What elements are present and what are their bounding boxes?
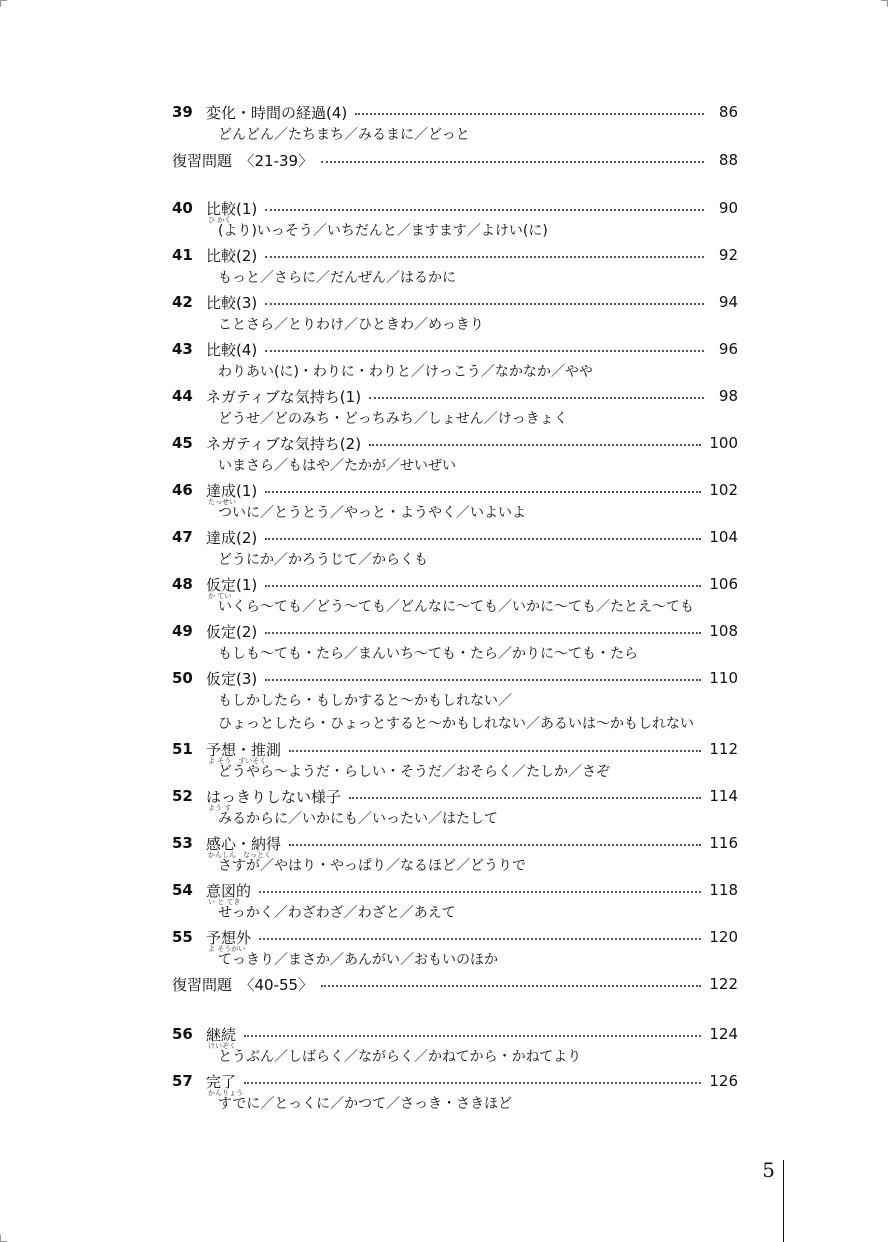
entry-number: 47 xyxy=(172,528,193,546)
toc-entry[interactable] xyxy=(172,1022,738,1050)
dot-leader xyxy=(355,113,704,115)
furigana: ひ かく xyxy=(208,215,232,224)
entry-number: 41 xyxy=(172,246,193,264)
dot-leader xyxy=(244,1082,701,1084)
dot-leader xyxy=(265,350,704,352)
review-entry[interactable] xyxy=(172,972,738,996)
entry-expressions: もっと／さらに／だんぜん／はるかに xyxy=(218,270,456,286)
entry-page-number: 108 xyxy=(709,622,738,640)
entry-title: 変化・時間の経過(4) xyxy=(206,103,348,122)
entry-title: 予想・推測 よ そう すいそく xyxy=(206,740,282,765)
entry-expressions: ついに／とうとう／やっと・ようやく／いよいよ xyxy=(218,505,526,521)
entry-page-number: 106 xyxy=(709,575,738,593)
dot-leader xyxy=(321,161,704,163)
toc-entry[interactable] xyxy=(172,431,738,455)
entry-page-number: 112 xyxy=(709,740,738,758)
furigana: かんりょう xyxy=(208,1088,243,1097)
furigana: よう す xyxy=(208,803,232,812)
toc-entry[interactable] xyxy=(172,572,738,600)
entry-page-number: 104 xyxy=(709,528,738,546)
entry-title: 比較(2) xyxy=(206,246,258,265)
crop-mark-bottom-left xyxy=(0,1235,7,1242)
entry-page-number: 88 xyxy=(718,151,738,169)
toc-entry[interactable] xyxy=(172,243,738,267)
toc-entry[interactable] xyxy=(172,478,738,506)
dot-leader xyxy=(265,303,704,305)
furigana: い と てき xyxy=(208,897,241,906)
toc-entry[interactable] xyxy=(172,100,738,124)
entry-number: 48 xyxy=(172,575,193,593)
page-number: 5 xyxy=(762,1158,775,1182)
entry-expressions: ひょっとしたら・ひょっとすると～かもしれない／あるいは～かもしれない xyxy=(218,716,694,732)
entry-page-number: 92 xyxy=(718,246,738,264)
entry-number: 43 xyxy=(172,340,193,358)
entry-expressions: すでに／とっくに／かつて／さっき・さきほど xyxy=(218,1096,513,1112)
entry-number: 55 xyxy=(172,928,193,946)
entry-title: 仮定(2) xyxy=(206,622,258,641)
entry-page-number: 86 xyxy=(718,103,738,121)
entry-expressions: ことさら／とりわけ／ひときわ／めっきり xyxy=(218,317,484,333)
dot-leader xyxy=(265,491,701,493)
entry-title: 感心・納得 かんしん なっとく xyxy=(206,834,282,859)
entry-expressions: みるからに／いかにも／いったい／はたして xyxy=(218,811,498,827)
toc-entry[interactable] xyxy=(172,737,738,765)
entry-expressions: いまさら／もはや／たかが／せいぜい xyxy=(218,458,456,474)
entry-title: 仮定(1) か てい xyxy=(206,575,258,600)
furigana: よ そう すいそく xyxy=(208,756,267,765)
entry-number: 46 xyxy=(172,481,193,499)
entry-expressions: せっかく／わざわざ／わざと／あえて xyxy=(218,905,456,921)
entry-title: 予想外 よ そうがい xyxy=(206,928,252,953)
entry-title: 完了 かんりょう xyxy=(206,1072,243,1097)
entry-number: 52 xyxy=(172,787,193,805)
dot-leader xyxy=(289,844,701,846)
dot-leader xyxy=(369,397,704,399)
entry-page-number: 102 xyxy=(709,481,738,499)
toc-entry[interactable] xyxy=(172,925,738,953)
entry-expressions: いくら～ても／どう～ても／どんなに～ても／いかに～ても／たとえ～ても xyxy=(218,599,694,615)
dot-leader xyxy=(244,1035,701,1037)
toc-entry[interactable] xyxy=(172,337,738,361)
toc-entry[interactable] xyxy=(172,666,738,690)
entry-title: 復習問題 〈21-39〉 xyxy=(172,151,314,170)
entry-expressions: わりあい(に)・わりに・わりと／けっこう／なかなか／やや xyxy=(218,364,593,380)
entry-number: 45 xyxy=(172,434,193,452)
entry-page-number: 116 xyxy=(709,834,738,852)
entry-title: ネガティブな気持ち(1) xyxy=(206,387,362,406)
margin-rule xyxy=(783,1160,784,1242)
entry-page-number: 94 xyxy=(718,293,738,311)
toc-entry[interactable] xyxy=(172,619,738,643)
entry-page-number: 120 xyxy=(709,928,738,946)
dot-leader xyxy=(265,632,701,634)
dot-leader xyxy=(265,256,704,258)
entry-number: 44 xyxy=(172,387,193,405)
entry-page-number: 114 xyxy=(709,787,738,805)
entry-number: 50 xyxy=(172,669,193,687)
entry-page-number: 122 xyxy=(709,975,738,993)
entry-title: 比較(4) xyxy=(206,340,258,359)
entry-number: 42 xyxy=(172,293,193,311)
entry-expressions: どうやら～ようだ・らしい・そうだ／おそらく／たしか／さぞ xyxy=(218,764,610,780)
entry-expressions: てっきり／まさか／あんがい／おもいのほか xyxy=(218,952,498,968)
toc-entry[interactable] xyxy=(172,831,738,859)
entry-expressions: もしかしたら・もしかすると～かもしれない／ xyxy=(218,693,512,709)
entry-page-number: 96 xyxy=(718,340,738,358)
toc-entry[interactable] xyxy=(172,878,738,906)
entry-expressions: (より)いっそう／いちだんと／ますます／よけい(に) xyxy=(218,223,548,239)
crop-mark-top-right xyxy=(881,0,888,7)
entry-title: 比較(3) xyxy=(206,293,258,312)
entry-title: はっきりしない様子 よう す xyxy=(206,787,342,812)
entry-expressions: さすが／やはり・やっぱり／なるほど／どうりで xyxy=(218,858,526,874)
dot-leader xyxy=(265,209,704,211)
dot-leader xyxy=(265,679,701,681)
entry-title: 達成(2) xyxy=(206,528,258,547)
entry-number: 49 xyxy=(172,622,193,640)
dot-leader xyxy=(259,938,701,940)
dot-leader xyxy=(321,985,701,987)
entry-title: 継続 けいぞく xyxy=(206,1025,237,1050)
dot-leader xyxy=(369,444,701,446)
toc-entry[interactable] xyxy=(172,784,738,812)
toc-entry[interactable] xyxy=(172,525,738,549)
furigana: けいぞく xyxy=(208,1041,236,1050)
entry-expressions: どうにか／かろうじて／からくも xyxy=(218,552,428,568)
entry-expressions: どんどん／たちまち／みるまに／どっと xyxy=(218,127,470,143)
dot-leader xyxy=(289,750,701,752)
furigana: よ そうがい xyxy=(208,944,246,953)
entry-page-number: 110 xyxy=(709,669,738,687)
entry-number: 39 xyxy=(172,103,193,121)
toc-entry[interactable] xyxy=(172,290,738,314)
entry-title: 比較(1) ひ かく xyxy=(206,199,258,224)
furigana: か てい xyxy=(208,591,232,600)
entry-number: 57 xyxy=(172,1072,193,1090)
entry-page-number: 98 xyxy=(718,387,738,405)
entry-page-number: 126 xyxy=(709,1072,738,1090)
entry-page-number: 124 xyxy=(709,1025,738,1043)
entry-expressions: どうせ／どのみち・どっちみち／しょせん／けっきょく xyxy=(218,411,568,427)
furigana: かんしん なっとく xyxy=(208,850,271,859)
entry-number: 53 xyxy=(172,834,193,852)
dot-leader xyxy=(265,538,701,540)
entry-title: 達成(1) たっせい xyxy=(206,481,258,506)
review-entry[interactable] xyxy=(172,148,738,172)
entry-expressions: もしも～ても・たら／まんいち～ても・たら／かりに～ても・たら xyxy=(218,646,638,662)
toc-entry[interactable] xyxy=(172,384,738,408)
entry-title: 復習問題 〈40-55〉 xyxy=(172,975,314,994)
toc-entry[interactable] xyxy=(172,1069,738,1097)
entry-page-number: 90 xyxy=(718,199,738,217)
dot-leader xyxy=(259,891,701,893)
entry-number: 40 xyxy=(172,199,193,217)
entry-title: 意図的 い と てき xyxy=(206,881,252,906)
entry-title: 仮定(3) xyxy=(206,669,258,688)
entry-title: ネガティブな気持ち(2) xyxy=(206,434,362,453)
entry-page-number: 118 xyxy=(709,881,738,899)
furigana: たっせい xyxy=(208,497,236,506)
dot-leader xyxy=(349,797,701,799)
dot-leader xyxy=(265,585,701,587)
entry-page-number: 100 xyxy=(709,434,738,452)
crop-mark-top-left xyxy=(0,0,7,7)
entry-number: 54 xyxy=(172,881,193,899)
toc-entry[interactable] xyxy=(172,196,738,224)
entry-number: 56 xyxy=(172,1025,193,1043)
entry-expressions: とうぶん／しばらく／ながらく／かねてから・かねてより xyxy=(218,1049,582,1065)
entry-number: 51 xyxy=(172,740,193,758)
